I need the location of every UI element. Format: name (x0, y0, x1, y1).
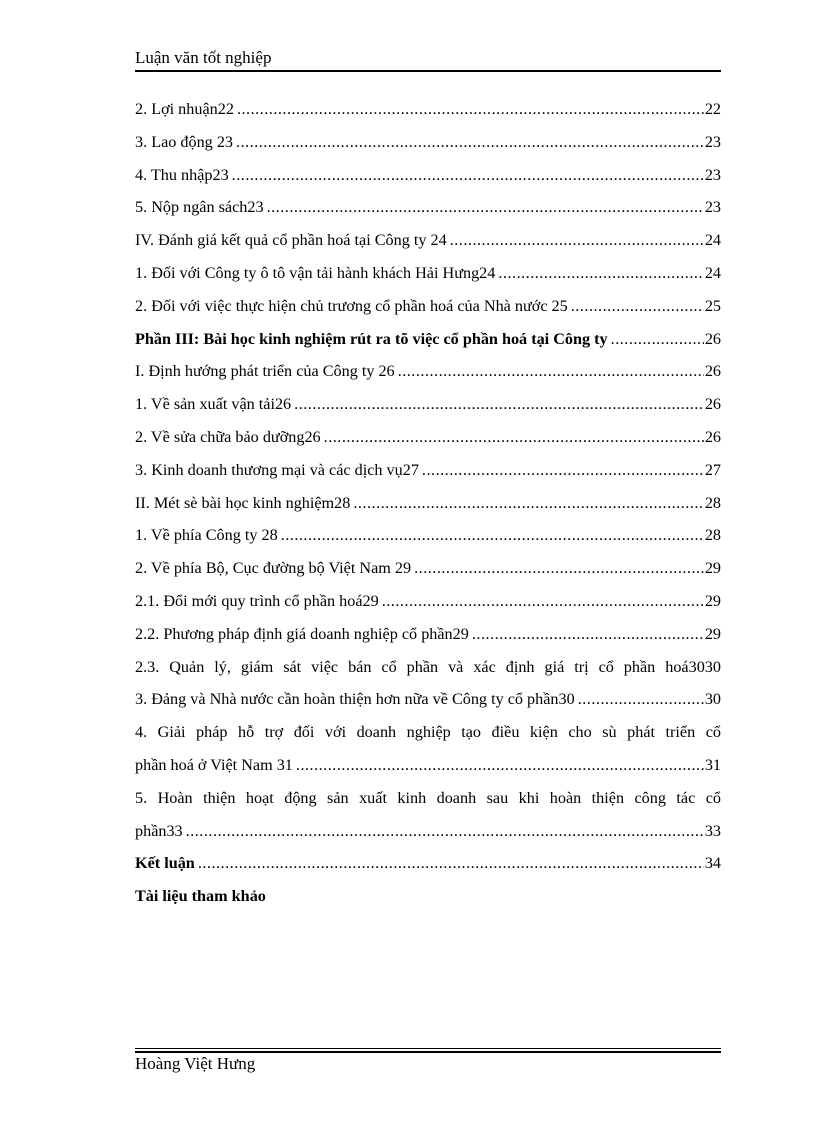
toc-entry[interactable] (135, 126, 721, 159)
toc-entry-page: 26 (704, 395, 721, 414)
toc-leader-dots (450, 224, 704, 257)
toc-entry-page: 33 (704, 821, 721, 840)
toc-entry[interactable] (135, 519, 721, 552)
toc-entry-label: 3. Đảng và Nhà nước cần hoàn thiện hơn nữa về Công ty cổ phần30 (135, 690, 575, 709)
toc-leader-dots (472, 618, 704, 651)
toc-leader-dots (296, 749, 704, 782)
toc-entry-page: 23 (704, 198, 721, 217)
toc-leader-dots (237, 93, 704, 126)
toc-entry-page: 29 (704, 591, 721, 610)
toc-entry-page: 29 (704, 624, 721, 643)
toc-leader-dots (232, 159, 704, 192)
toc-entry-page: 24 (704, 231, 721, 250)
toc-entry-page: 25 (704, 296, 721, 315)
toc-entry-label: IV. Đánh giá kết quả cổ phần hoá tại Công ty 24 (135, 231, 447, 250)
toc-entry-page: 26 (704, 329, 721, 348)
toc-entry-page: 28 (704, 493, 721, 512)
toc-entry-page: 34 (704, 854, 721, 873)
toc-leader-dots (186, 815, 704, 848)
toc-entry-label: 5. Hoàn thiện hoạt động sản xuất kinh doanh sau khi hoàn thiện công tác cổ (135, 788, 721, 807)
toc-entry-label: phần hoá ở Việt Nam 31 (135, 755, 293, 774)
toc-entry-page: 31 (704, 755, 721, 774)
toc-entry[interactable] (135, 782, 721, 815)
toc-entry[interactable] (135, 93, 721, 126)
page-footer-author: Hoàng Việt Hưng (135, 1054, 256, 1073)
header-divider (135, 70, 721, 72)
toc-entry-label: 2. Lợi nhuận22 (135, 100, 234, 118)
toc-entry-page: 26 (704, 427, 721, 446)
toc-entry-label: I. Định hướng phát triển của Công ty 26 (135, 362, 395, 381)
toc-entry-page: 30 (704, 690, 721, 709)
toc-entry-label: 3. Kinh doanh thương mại và các dịch vụ27 (135, 460, 419, 479)
toc-entry[interactable] (135, 355, 721, 388)
toc-entry[interactable] (135, 683, 721, 716)
toc-leader-dots (578, 683, 704, 716)
toc-entry[interactable] (135, 224, 721, 257)
toc-entry-label: 2. Đối với việc thực hiện chủ trương cổ phần hoá của Nhà nước 25 (135, 296, 568, 315)
toc-entry-label: 4. Thu nhập23 (135, 165, 229, 184)
table-of-contents (135, 93, 721, 913)
toc-entry-label: 5. Nộp ngân sách23 (135, 198, 264, 217)
toc-entry[interactable] (135, 552, 721, 585)
toc-leader-dots (353, 487, 703, 520)
toc-entry-page: 24 (704, 263, 721, 282)
toc-entry-label: Tài liệu tham khảo (135, 887, 266, 906)
toc-leader-dots (236, 126, 704, 159)
toc-entry-label: 2. Về sửa chữa bảo dưỡng26 (135, 427, 321, 446)
toc-leader-dots (414, 552, 704, 585)
toc-entry-label: Kết luận (135, 854, 195, 873)
toc-leader-dots (611, 323, 704, 356)
toc-entry-page: 22 (704, 100, 721, 118)
toc-entry-label: 3. Lao động 23 (135, 132, 234, 151)
toc-entry-label: 2.1. Đổi mới quy trình cổ phần hoá29 (135, 591, 379, 610)
toc-entry-label: 1. Về sản xuất vận tải26 (135, 395, 292, 414)
toc-entry-label: II. Mét sè bài học kinh nghiệm28 (135, 493, 351, 512)
toc-entry[interactable] (135, 421, 721, 454)
toc-entry-page: 29 (704, 559, 721, 578)
toc-section-heading[interactable] (135, 847, 721, 880)
toc-entry-page: 28 (704, 526, 721, 545)
toc-leader-dots (422, 454, 704, 487)
toc-entry-page: 23 (704, 165, 721, 184)
toc-leader-dots (382, 585, 704, 618)
toc-entry[interactable] (135, 585, 721, 618)
toc-entry-page: 23 (704, 132, 721, 151)
toc-entry-continuation[interactable] (135, 815, 721, 848)
toc-entry[interactable] (135, 257, 721, 290)
toc-leader-dots (571, 290, 704, 323)
toc-entry[interactable] (135, 454, 721, 487)
toc-entry-page: 26 (704, 362, 721, 381)
toc-leader-dots (398, 355, 704, 388)
toc-entry[interactable] (135, 159, 721, 192)
toc-section-heading[interactable] (135, 323, 721, 356)
toc-entry-label: 1. Đối với Công ty ô tô vận tải hành khách Hải Hưng24 (135, 263, 496, 282)
toc-entry[interactable] (135, 290, 721, 323)
toc-leader-dots (498, 257, 703, 290)
toc-entry-continuation[interactable] (135, 749, 721, 782)
toc-entry-label: 4. Giải pháp hỗ trợ đối với doanh nghiệp tạo điều kiện cho sù phát triển cổ (135, 723, 721, 742)
toc-leader-dots (267, 191, 704, 224)
toc-entry[interactable] (135, 191, 721, 224)
toc-leader-dots (324, 421, 704, 454)
page-header-title: Luận văn tốt nghiệp (135, 48, 272, 67)
toc-entry[interactable] (135, 716, 721, 749)
toc-entry[interactable] (135, 388, 721, 421)
toc-leader-dots (294, 388, 704, 421)
toc-entry-label: phần33 (135, 821, 183, 840)
toc-entry-label: 2.3. Quản lý, giám sát việc bán cổ phần và xác định giá trị cổ phần hoá3030 (135, 657, 721, 676)
toc-entry[interactable] (135, 618, 721, 651)
toc-section-heading[interactable] (135, 880, 721, 913)
toc-entry-label: Phần III: Bài học kinh nghiệm rút ra tõ việc cổ phần hoá tại Công ty (135, 329, 608, 348)
toc-entry-page: 27 (704, 460, 721, 479)
toc-entry[interactable] (135, 487, 721, 520)
toc-entry-label: 2. Về phía Bộ, Cục đường bộ Việt Nam 29 (135, 559, 412, 578)
toc-entry-label: 2.2. Phương pháp định giá doanh nghiệp cổ phần29 (135, 624, 469, 643)
footer-divider-thick (135, 1051, 721, 1053)
toc-entry-label: 1. Về phía Công ty 28 (135, 526, 278, 545)
toc-entry[interactable] (135, 651, 721, 684)
footer-divider (135, 1048, 721, 1049)
toc-leader-dots (198, 847, 704, 880)
toc-leader-dots (281, 519, 704, 552)
